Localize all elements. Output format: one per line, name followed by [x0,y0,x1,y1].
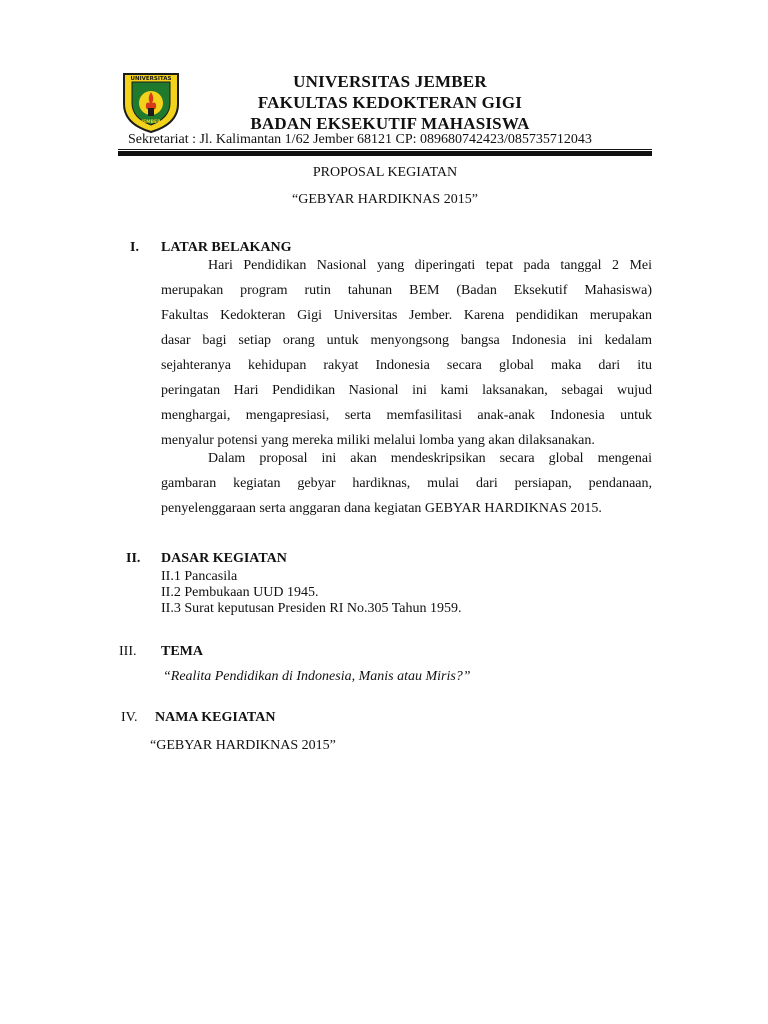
university-logo [116,70,186,134]
section-1-para2-line: penyelenggaraan serta anggaran dana kegiatan GEBYAR HARDIKNAS 2015. [161,501,602,516]
section-4-event-name: “GEBYAR HARDIKNAS 2015” [150,738,336,753]
section-4-number: IV. [121,710,138,725]
section-2-title: DASAR KEGIATAN [161,551,287,566]
logo-text-top: UNIVERSITAS [130,76,172,82]
section-1-para1-line: Hari Pendidikan Nasional yang diperingati tepat pada tanggal 2 Mei [208,258,652,273]
letterhead-organization: BADAN EKSEKUTIF MAHASISWA [250,114,530,133]
section-2-list-item: II.3 Surat keputusan Presiden RI No.305 Tahun 1959. [161,601,462,616]
section-4-title: NAMA KEGIATAN [155,710,276,725]
section-2-number: II. [126,551,141,566]
letterhead-faculty: FAKULTAS KEDOKTERAN GIGI [257,93,523,112]
section-1-para1-line: menghargai, mengapresiasi, serta memfasilitasi anak-anak Indonesia untuk [161,408,652,423]
section-3-title: TEMA [161,644,203,659]
section-1-title: LATAR BELAKANG [161,240,292,255]
section-3-theme: “Realita Pendidikan di Indonesia, Manis atau Miris?” [163,669,471,684]
section-1-para2-line: Dalam proposal ini akan mendeskripsikan secara global mengenai [208,451,652,466]
section-1-para1-line: Fakultas Kedokteran Gigi Universitas Jember. Karena pendidikan merupakan [161,308,652,323]
section-1-para1-line: merupakan program rutin tahunan BEM (Badan Eksekutif Mahasiswa) [161,283,652,298]
section-1-para1-line: dasar bagi setiap orang untuk menyongsong bangsa Indonesia ini kedalam [161,333,652,348]
letterhead-university: UNIVERSITAS JEMBER [293,72,487,91]
document-subtitle: “GEBYAR HARDIKNAS 2015” [292,192,478,207]
section-1-para1-line: peringatan Hari Pendidikan Nasional ini kami laksanakan, sebagai wujud [161,383,652,398]
section-3-number: III. [119,644,137,659]
letterhead-secretariat: Sekretariat : Jl. Kalimantan 1/62 Jember 68121 CP: 089680742423/085735712043 [128,132,592,147]
logo-text-bottom: JEMBER [141,120,161,125]
section-2-list-item: II.2 Pembukaan UUD 1945. [161,585,319,600]
section-1-number: I. [130,240,139,255]
section-1-para1-line: sejahteranya kehidupan rakyat Indonesia secara global maka dari itu [161,358,652,373]
letterhead-divider-thin [118,149,652,150]
section-1-para2-line: gambaran kegiatan gebyar hardiknas, mulai dari persiapan, pendanaan, [161,476,652,491]
document-title: PROPOSAL KEGIATAN [312,165,458,180]
section-2-list-item: II.1 Pancasila [161,569,238,584]
section-1-para1-line: menyalur potensi yang mereka miliki melalui lomba yang akan dilaksanakan. [161,433,595,448]
letterhead-divider-thick [118,151,652,156]
